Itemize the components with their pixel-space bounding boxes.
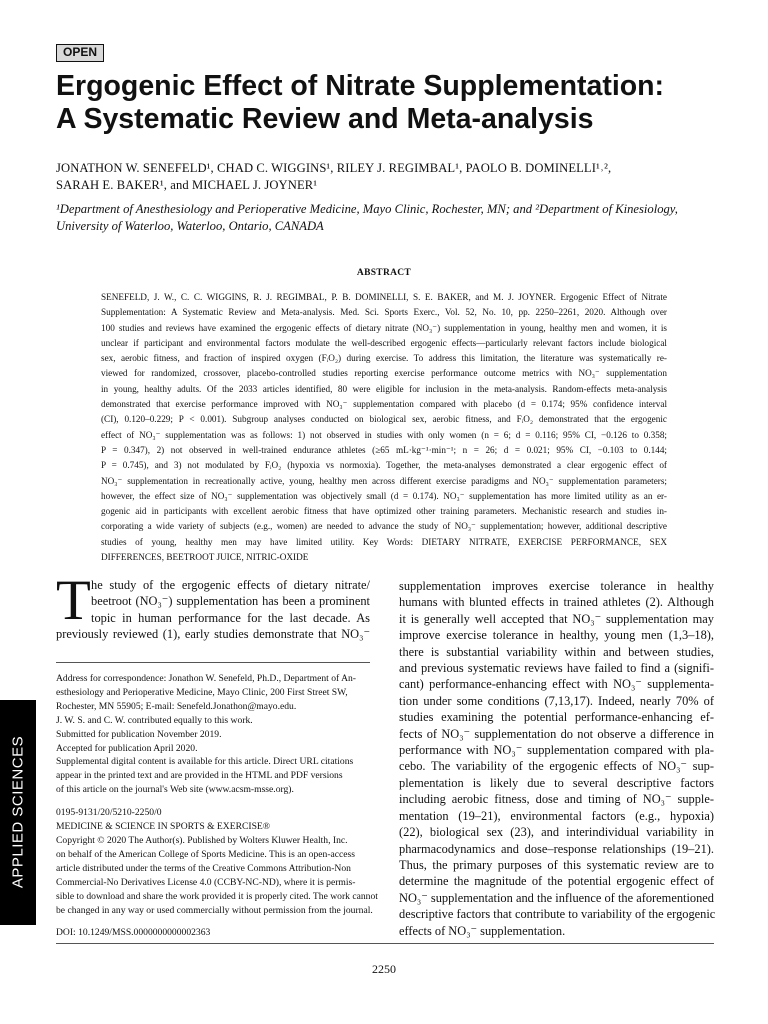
- footnote-line: sible to download and share the work provided it is properly cited. The work cannot: [56, 890, 378, 902]
- body-line: pharmacodynamics and dose–response relationships (19–21).: [399, 841, 714, 856]
- abstract-heading: ABSTRACT: [356, 268, 412, 278]
- author-line: JONATHON W. SENEFELD¹, CHAD C. WIGGINS¹, RILEY J. REGIMBAL¹, PAOLO B. DOMINELLI¹˒²,: [56, 161, 612, 175]
- body-line: studies examining the potential performance-enhancing ef-: [399, 710, 714, 725]
- footnote-line: MEDICINE & SCIENCE IN SPORTS & EXERCISE®: [56, 821, 271, 833]
- body-line: and previous systematic reviews have failed to find a (signifi-: [399, 661, 714, 676]
- affiliation-line: University of Waterloo, Waterloo, Ontario, CANADA: [56, 219, 324, 233]
- affiliations: [56, 201, 736, 235]
- author-list: [56, 160, 736, 194]
- footnote-gap: [56, 797, 370, 806]
- abstract-line: DIFFERENCES, BEETROOT JUICE, NITRIC-OXIDE: [101, 552, 309, 563]
- article-footnote: [56, 672, 378, 940]
- bottom-divider: [56, 943, 714, 944]
- abstract-line: SENEFELD, J. W., C. C. WIGGINS, R. J. REGIMBAL, P. B. DOMINELLI, S. E. BAKER, and M. J. JOYNER. Ergogenic Effect of Nitrate: [101, 292, 667, 302]
- abstract-line: P = 0.745), and 3) not modulated by FᵢO₂ (hypoxia vs normoxia). Together, the meta-analyses demonstrated a clear ergogenic effect of: [101, 460, 667, 471]
- footnote-line: Rochester, MN 55905; E-mail: Senefeld.Jonathon@mayo.edu.: [56, 700, 297, 712]
- body-line: previously reviewed (1), early studies demonstrate that NO₃⁻: [56, 627, 370, 641]
- abstract-line: gogenic aid in participants with excellent aerobic fitness that have optimized other training parameters. Mechanistic research and studies in-: [101, 506, 667, 517]
- abstract-line: unclear if participant and environmental factors modulate the well-described ergogenic effects—particularly relevant factors include biological: [101, 337, 667, 348]
- abstract-body: [101, 290, 667, 565]
- body-line: it is generally well accepted that NO₃⁻ supplementation may: [399, 611, 714, 626]
- page-number: 2250: [372, 962, 396, 976]
- author-line: SARAH E. BAKER¹, and MICHAEL J. JOYNER¹: [56, 178, 318, 192]
- footnote-line: esthesiology and Perioperative Medicine, Mayo Clinic, 200 First Street SW,: [56, 686, 348, 698]
- footnote-line: be changed in any way or used commercially without permission from the journal.: [56, 904, 373, 916]
- footnote-gap: [56, 917, 370, 926]
- body-line: mentation (19–21), environmental factors (e.g., hypoxia): [399, 808, 714, 823]
- abstract-line: sex, aerobic fitness, and fraction of inspired oxygen (FᵢO₂) during exercise. To address this limitation, the literature was systematically re-: [101, 353, 667, 364]
- footnote-line: of this article on the journal's Web site (www.acsm-msse.org).: [56, 784, 294, 796]
- abstract-line: demonstrated that exercise performance improved with NO₃⁻ supplementation compared with placebo (d = 0.174; 95% confidence interval: [101, 399, 667, 410]
- drop-cap: T: [56, 569, 91, 632]
- right-column-text: [399, 578, 714, 939]
- footnote-line: appear in the printed text and are provided in the HTML and PDF versions: [56, 770, 343, 782]
- doi-line[interactable]: DOI: 10.1249/MSS.0000000000002363: [56, 927, 211, 939]
- body-line: tion under some conditions (7,13,17). Indeed, nearly 70% of: [399, 693, 714, 708]
- abstract-line: NO₃⁻ supplementation in recreationally active, young, healthy men across different exercise paradigms and NO₃⁻ supplementation parameters;: [101, 475, 667, 486]
- open-access-badge: OPEN: [56, 44, 104, 62]
- footnote-line: Accepted for publication April 2020.: [56, 742, 198, 754]
- body-line: effects of NO₃⁻ supplementation.: [399, 923, 566, 938]
- body-line: NO₃⁻ supplementation and the influence of the aforementioned: [399, 890, 714, 905]
- abstract-line: Supplementation: A Systematic Review and Meta-analysis. Med. Sci. Sports Exerc., Vol. 52, No. 10, pp. 2250–2261, 2020. Although over: [101, 307, 667, 318]
- body-line: determine the magnitude of the potential ergogenic effect of: [399, 874, 714, 889]
- title-line-1: Ergogenic Effect of Nitrate Supplementation:: [56, 70, 665, 102]
- footnote-line: Submitted for publication November 2019.: [56, 728, 222, 740]
- abstract-line: 100 studies and reviews have examined the ergogenic effects of dietary nitrate (NO₃⁻) supplementation in young, healthy men and women, it is: [101, 322, 667, 333]
- footnote-line: Copyright © 2020 The Author(s). Published by Wolters Kluwer Health, Inc.: [56, 834, 348, 846]
- body-line: Thus, the primary purposes of this systematic review are to: [399, 857, 714, 872]
- body-line: supplementation improves exercise tolerance in healthy: [399, 579, 714, 593]
- body-line: cebo. The variability of the ergogenic effects of NO₃⁻ sup-: [399, 759, 714, 774]
- footnote-line: J. W. S. and C. W. contributed equally to this work.: [56, 714, 253, 726]
- footnote-line: Supplemental digital content is available for this article. Direct URL citations: [56, 756, 354, 768]
- article-title: [56, 70, 736, 136]
- body-line: performance with NO₃⁻ supplementation compared with pla-: [399, 743, 714, 758]
- section-side-tab: [0, 700, 36, 925]
- body-line: beetroot (NO₃⁻) supplementation has been a prominent: [91, 594, 370, 609]
- body-line: descriptive factors that contribute to variability of the ergogenic: [399, 907, 716, 922]
- intro-paragraph-continued: [56, 626, 370, 642]
- body-line: including aerobic fitness, dose and timing of NO₃⁻ supple-: [399, 792, 714, 807]
- footnote-line: 0195-9131/20/5210-2250/0: [56, 807, 162, 819]
- abstract-line: (CI), 0.120–0.229; P < 0.001). Subgroup analyses conducted on biological sex, aerobic fitness, and FᵢO₂ demonstrated that the ergogenic: [101, 414, 667, 425]
- footnote-line: Address for correspondence: Jonathon W. Senefeld, Ph.D., Department of An-: [56, 673, 357, 684]
- abstract-line: studies of young, healthy men may have limited utility. Key Words: DIETARY NITRATE, EXERCISE PERFORMANCE, SEX: [101, 536, 667, 547]
- abstract-line: viewed for randomized, crossover, placebo-controlled studies reporting exercise performance outcome metrics with NO₃⁻ supplementation: [101, 368, 667, 379]
- affiliation-line: ¹Department of Anesthesiology and Perioperative Medicine, Mayo Clinic, Rochester, MN; and ²Department of Kinesiology,: [56, 202, 678, 216]
- abstract-line: corporating a wide variety of subjects (e.g., women) are needed to advance the study of NO₃⁻ supplementation; however, additional descriptive: [101, 521, 667, 532]
- body-line: topic in human performance for the last decade. As: [91, 610, 370, 625]
- footnote-line: article distributed under the terms of the Creative Commons Attribution-Non: [56, 862, 351, 874]
- abstract-line: effect of NO₃⁻ supplementation was as follows: 1) not observed in studies with only women (n = 6; d = 0.116; 95% CI, −0.126 to 0.358;: [101, 429, 667, 440]
- abstract-line: however, the effect size of NO₃⁻ supplementation was objectively small (d = 0.174). NO₃⁻ supplementation has more limited utility as an er-: [101, 490, 667, 501]
- body-line: humans with blunted effects in trained athletes (2). Although: [399, 595, 714, 610]
- footnote-line: Commercial-No Derivatives License 4.0 (CCBY-NC-ND), where it is permis-: [56, 876, 356, 888]
- body-line: there is substantial variability within and between studies,: [399, 644, 714, 659]
- footnote-line: on behalf of the American College of Sports Medicine. This is an open-access: [56, 848, 356, 860]
- body-line: he study of the ergogenic effects of dietary nitrate/: [91, 578, 370, 592]
- body-line: fects of NO₃⁻ supplementation do not observe a difference in: [399, 726, 714, 741]
- body-line: plementation is likely due to several descriptive factors: [399, 775, 714, 790]
- footnote-divider: [56, 662, 370, 663]
- title-line-2: A Systematic Review and Meta-analysis: [56, 103, 594, 135]
- intro-paragraph: [91, 577, 370, 626]
- abstract-line: in young, healthy adults. Of the 2033 articles identified, 80 were eligible for inclusion in the meta-analysis. Random-effects meta-analysis: [101, 383, 667, 394]
- abstract-line: P = 0.347), 2) not observed in well-trained endurance athletes (≥65 mL·kg⁻¹·min⁻¹; n = 26; d = 0.021; 95% CI, −0.103 to 0.144;: [101, 444, 667, 455]
- body-line: improve exercise tolerance in healthy, young men (1,3–18),: [399, 628, 714, 643]
- body-line: (22), biological sex (23), and interindividual variability in: [399, 825, 714, 840]
- section-side-label: APPLIED SCIENCES: [9, 735, 27, 889]
- body-line: cant) performance-enhancing effect with NO₃⁻ supplementa-: [399, 677, 714, 692]
